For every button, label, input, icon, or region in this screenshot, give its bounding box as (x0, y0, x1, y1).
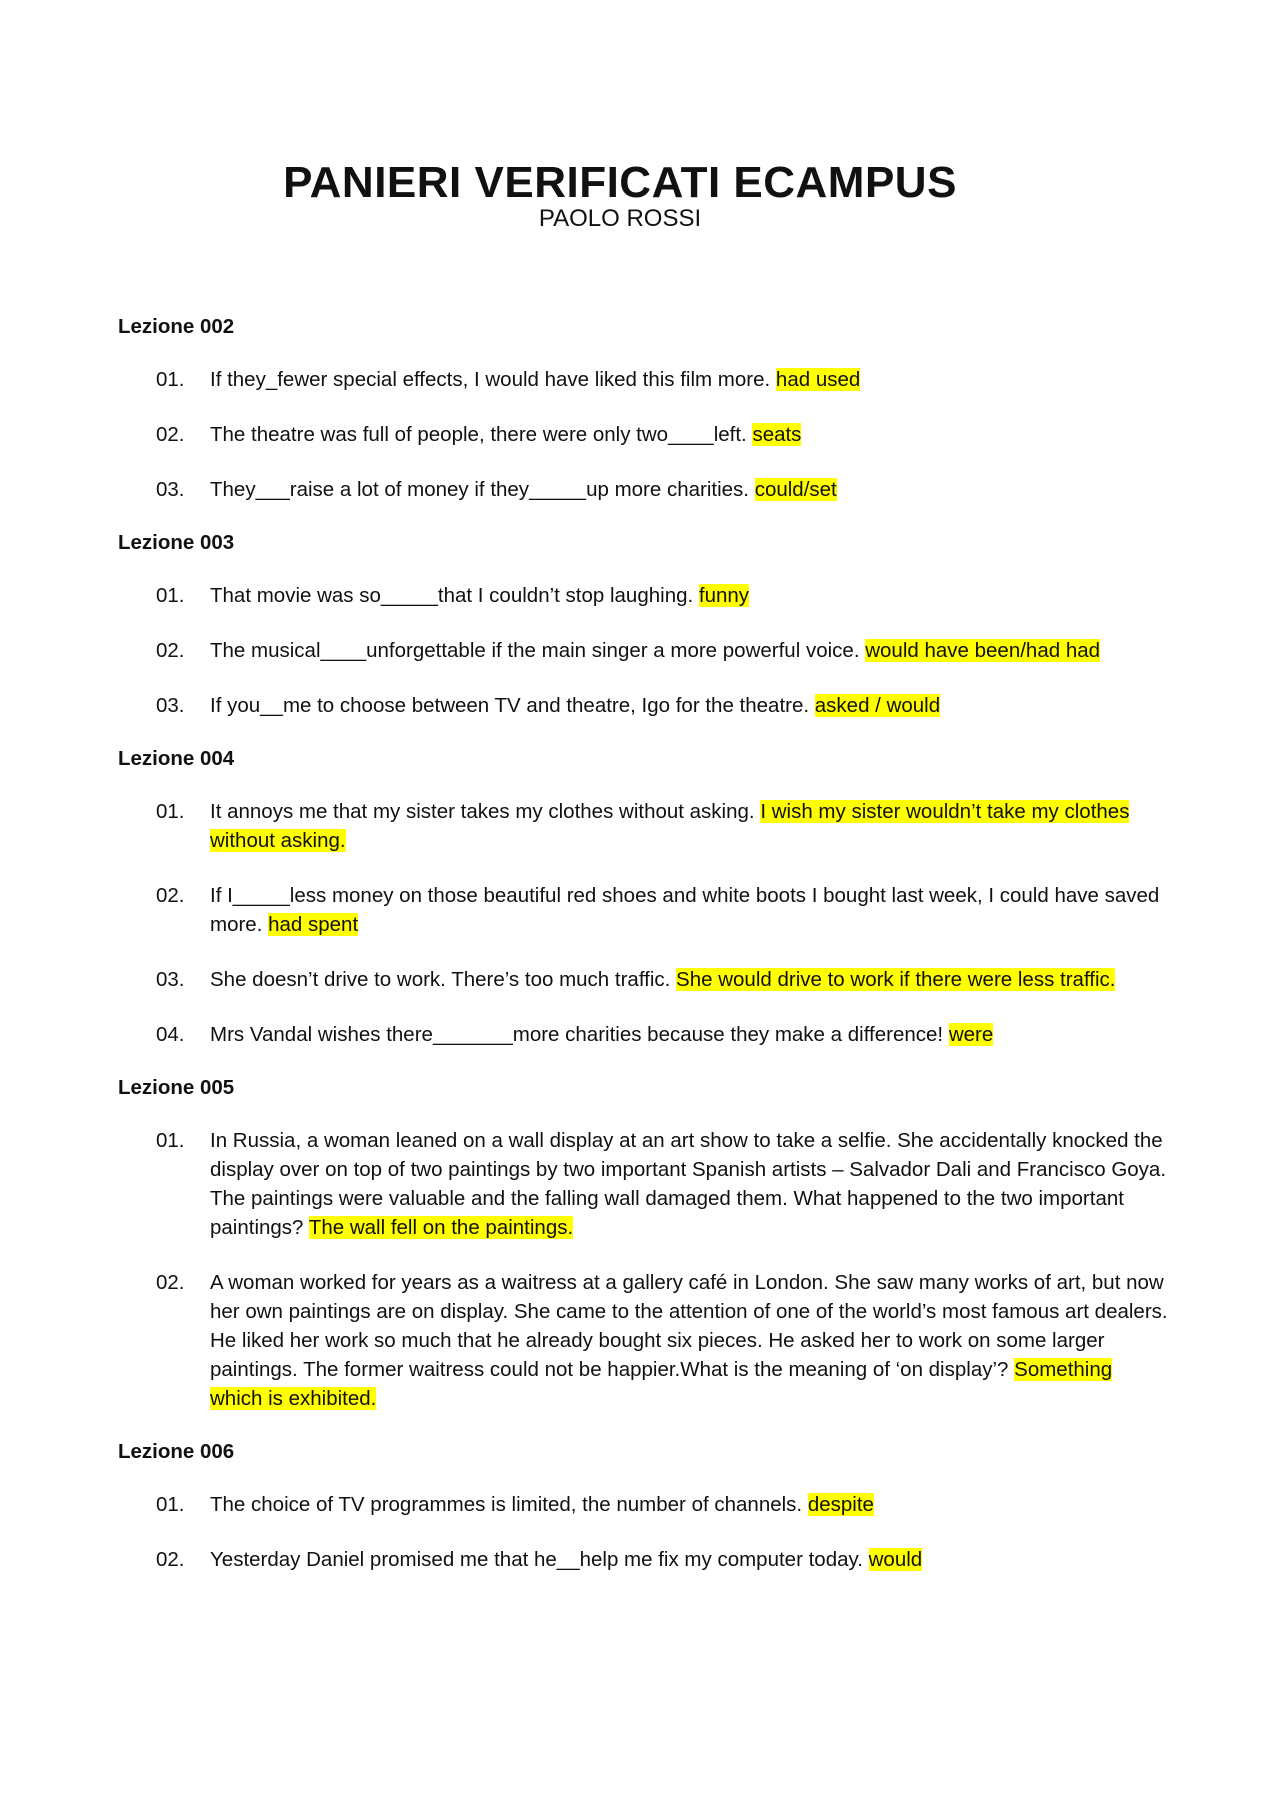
question-body (194, 1268, 1178, 1413)
question-body (194, 581, 1178, 610)
question-item (118, 420, 1178, 449)
question-text: If you__me to choose between TV and theatre, Igo for the theatre. (210, 694, 810, 717)
question-body (194, 881, 1178, 939)
lesson-section (118, 314, 1178, 504)
question-text: That movie was so_____that I couldn’t stop laughing. (210, 584, 694, 607)
question-list (118, 1490, 1178, 1574)
question-item (118, 965, 1178, 994)
question-list (118, 365, 1178, 504)
question-body (194, 636, 1178, 665)
question-number: 01. (156, 368, 185, 391)
question-body (194, 1490, 1178, 1519)
question-item (118, 881, 1178, 939)
answer-highlight: Something which is exhibited. (210, 1358, 1113, 1410)
question-item (118, 636, 1178, 665)
question-body (194, 797, 1178, 855)
question-item (118, 1490, 1178, 1519)
answer-highlight: funny (698, 584, 750, 607)
lesson-section (118, 1439, 1178, 1574)
question-body (194, 420, 1178, 449)
question-item (118, 475, 1178, 504)
question-number: 02. (156, 1548, 185, 1571)
lesson-heading: Lezione 006 (118, 1440, 235, 1463)
question-body (194, 965, 1178, 994)
question-item (118, 365, 1178, 394)
question-number: 03. (156, 694, 185, 717)
answer-highlight: asked / would (814, 694, 941, 717)
question-text: It annoys me that my sister takes my clothes without asking. (210, 800, 755, 823)
answer-highlight: I wish my sister wouldn’t take my clothes without asking. (210, 800, 1130, 852)
question-list (118, 797, 1178, 1049)
question-number: 03. (156, 968, 185, 991)
question-text: Mrs Vandal wishes there_______more charities because they make a difference! (210, 1023, 944, 1046)
document-author: PAOLO ROSSI (538, 205, 702, 233)
question-item (118, 691, 1178, 720)
question-body (194, 1020, 1178, 1049)
question-number: 02. (156, 1271, 185, 1294)
lesson-heading: Lezione 003 (118, 531, 235, 554)
answer-highlight: had spent (268, 913, 359, 936)
answer-highlight: The wall fell on the paintings. (308, 1216, 574, 1239)
title-block (0, 160, 1240, 233)
answer-highlight: would (868, 1548, 923, 1571)
question-text: A woman worked for years as a waitress at a gallery café in London. She saw many works of art, but now her own paintings are on display. She came to the attention of one of the world’s most famous art dealers. He liked her work so much that he already bought six pieces. He asked her to work on some larger paintings. The former waitress could not be happier.What is the meaning of ‘on display’? (210, 1271, 1168, 1381)
question-number: 01. (156, 1493, 185, 1516)
question-list (118, 1126, 1178, 1413)
document-title: PANIERI VERIFICATI ECAMPUS (283, 158, 957, 207)
question-text: She doesn’t drive to work. There’s too much traffic. (210, 968, 671, 991)
question-text: If I_____less money on those beautiful red shoes and white boots I bought last week, I could have saved more. (210, 884, 1160, 936)
answer-highlight: despite (807, 1493, 874, 1516)
question-item (118, 797, 1178, 855)
lesson-section (118, 746, 1178, 1049)
lesson-heading: Lezione 004 (118, 747, 235, 770)
question-text: The theatre was full of people, there were only two____left. (210, 423, 747, 446)
answer-highlight: She would drive to work if there were less traffic. (676, 968, 1116, 991)
question-number: 01. (156, 1129, 185, 1152)
question-number: 02. (156, 884, 185, 907)
question-text: In Russia, a woman leaned on a wall display at an art show to take a selfie. She accidentally knocked the display over on top of two paintings by two important Spanish artists – Salvador Dali and Francisco Goya. The paintings were valuable and the falling wall damaged them. What happened to the two important paintings? (210, 1129, 1167, 1239)
question-text: The musical____unforgettable if the main singer a more powerful voice. (210, 639, 860, 662)
question-item (118, 1545, 1178, 1574)
question-text: If they_fewer special effects, I would have liked this film more. (210, 368, 771, 391)
question-number: 02. (156, 423, 185, 446)
question-body (194, 1545, 1178, 1574)
question-number: 02. (156, 639, 185, 662)
question-item (118, 1126, 1178, 1242)
question-number: 04. (156, 1023, 185, 1046)
question-body (194, 365, 1178, 394)
question-list (118, 581, 1178, 720)
lesson-section (118, 530, 1178, 720)
answer-highlight: would have been/had had (865, 639, 1101, 662)
question-item (118, 1268, 1178, 1413)
answer-highlight: seats (752, 423, 802, 446)
question-number: 01. (156, 800, 185, 823)
answer-highlight: could/set (754, 478, 837, 501)
question-text: They___raise a lot of money if they_____up more charities. (210, 478, 749, 501)
question-body (194, 475, 1178, 504)
answer-highlight: were (948, 1023, 994, 1046)
question-text: The choice of TV programmes is limited, the number of channels. (210, 1493, 803, 1516)
question-item (118, 1020, 1178, 1049)
question-item (118, 581, 1178, 610)
lessons-content (118, 314, 1178, 1600)
question-number: 03. (156, 478, 185, 501)
question-text: Yesterday Daniel promised me that he__help me fix my computer today. (210, 1548, 863, 1571)
answer-highlight: had used (775, 368, 861, 391)
lesson-heading: Lezione 002 (118, 315, 235, 338)
question-body (194, 691, 1178, 720)
question-number: 01. (156, 584, 185, 607)
lesson-section (118, 1075, 1178, 1413)
lesson-heading: Lezione 005 (118, 1076, 235, 1099)
question-body (194, 1126, 1178, 1242)
